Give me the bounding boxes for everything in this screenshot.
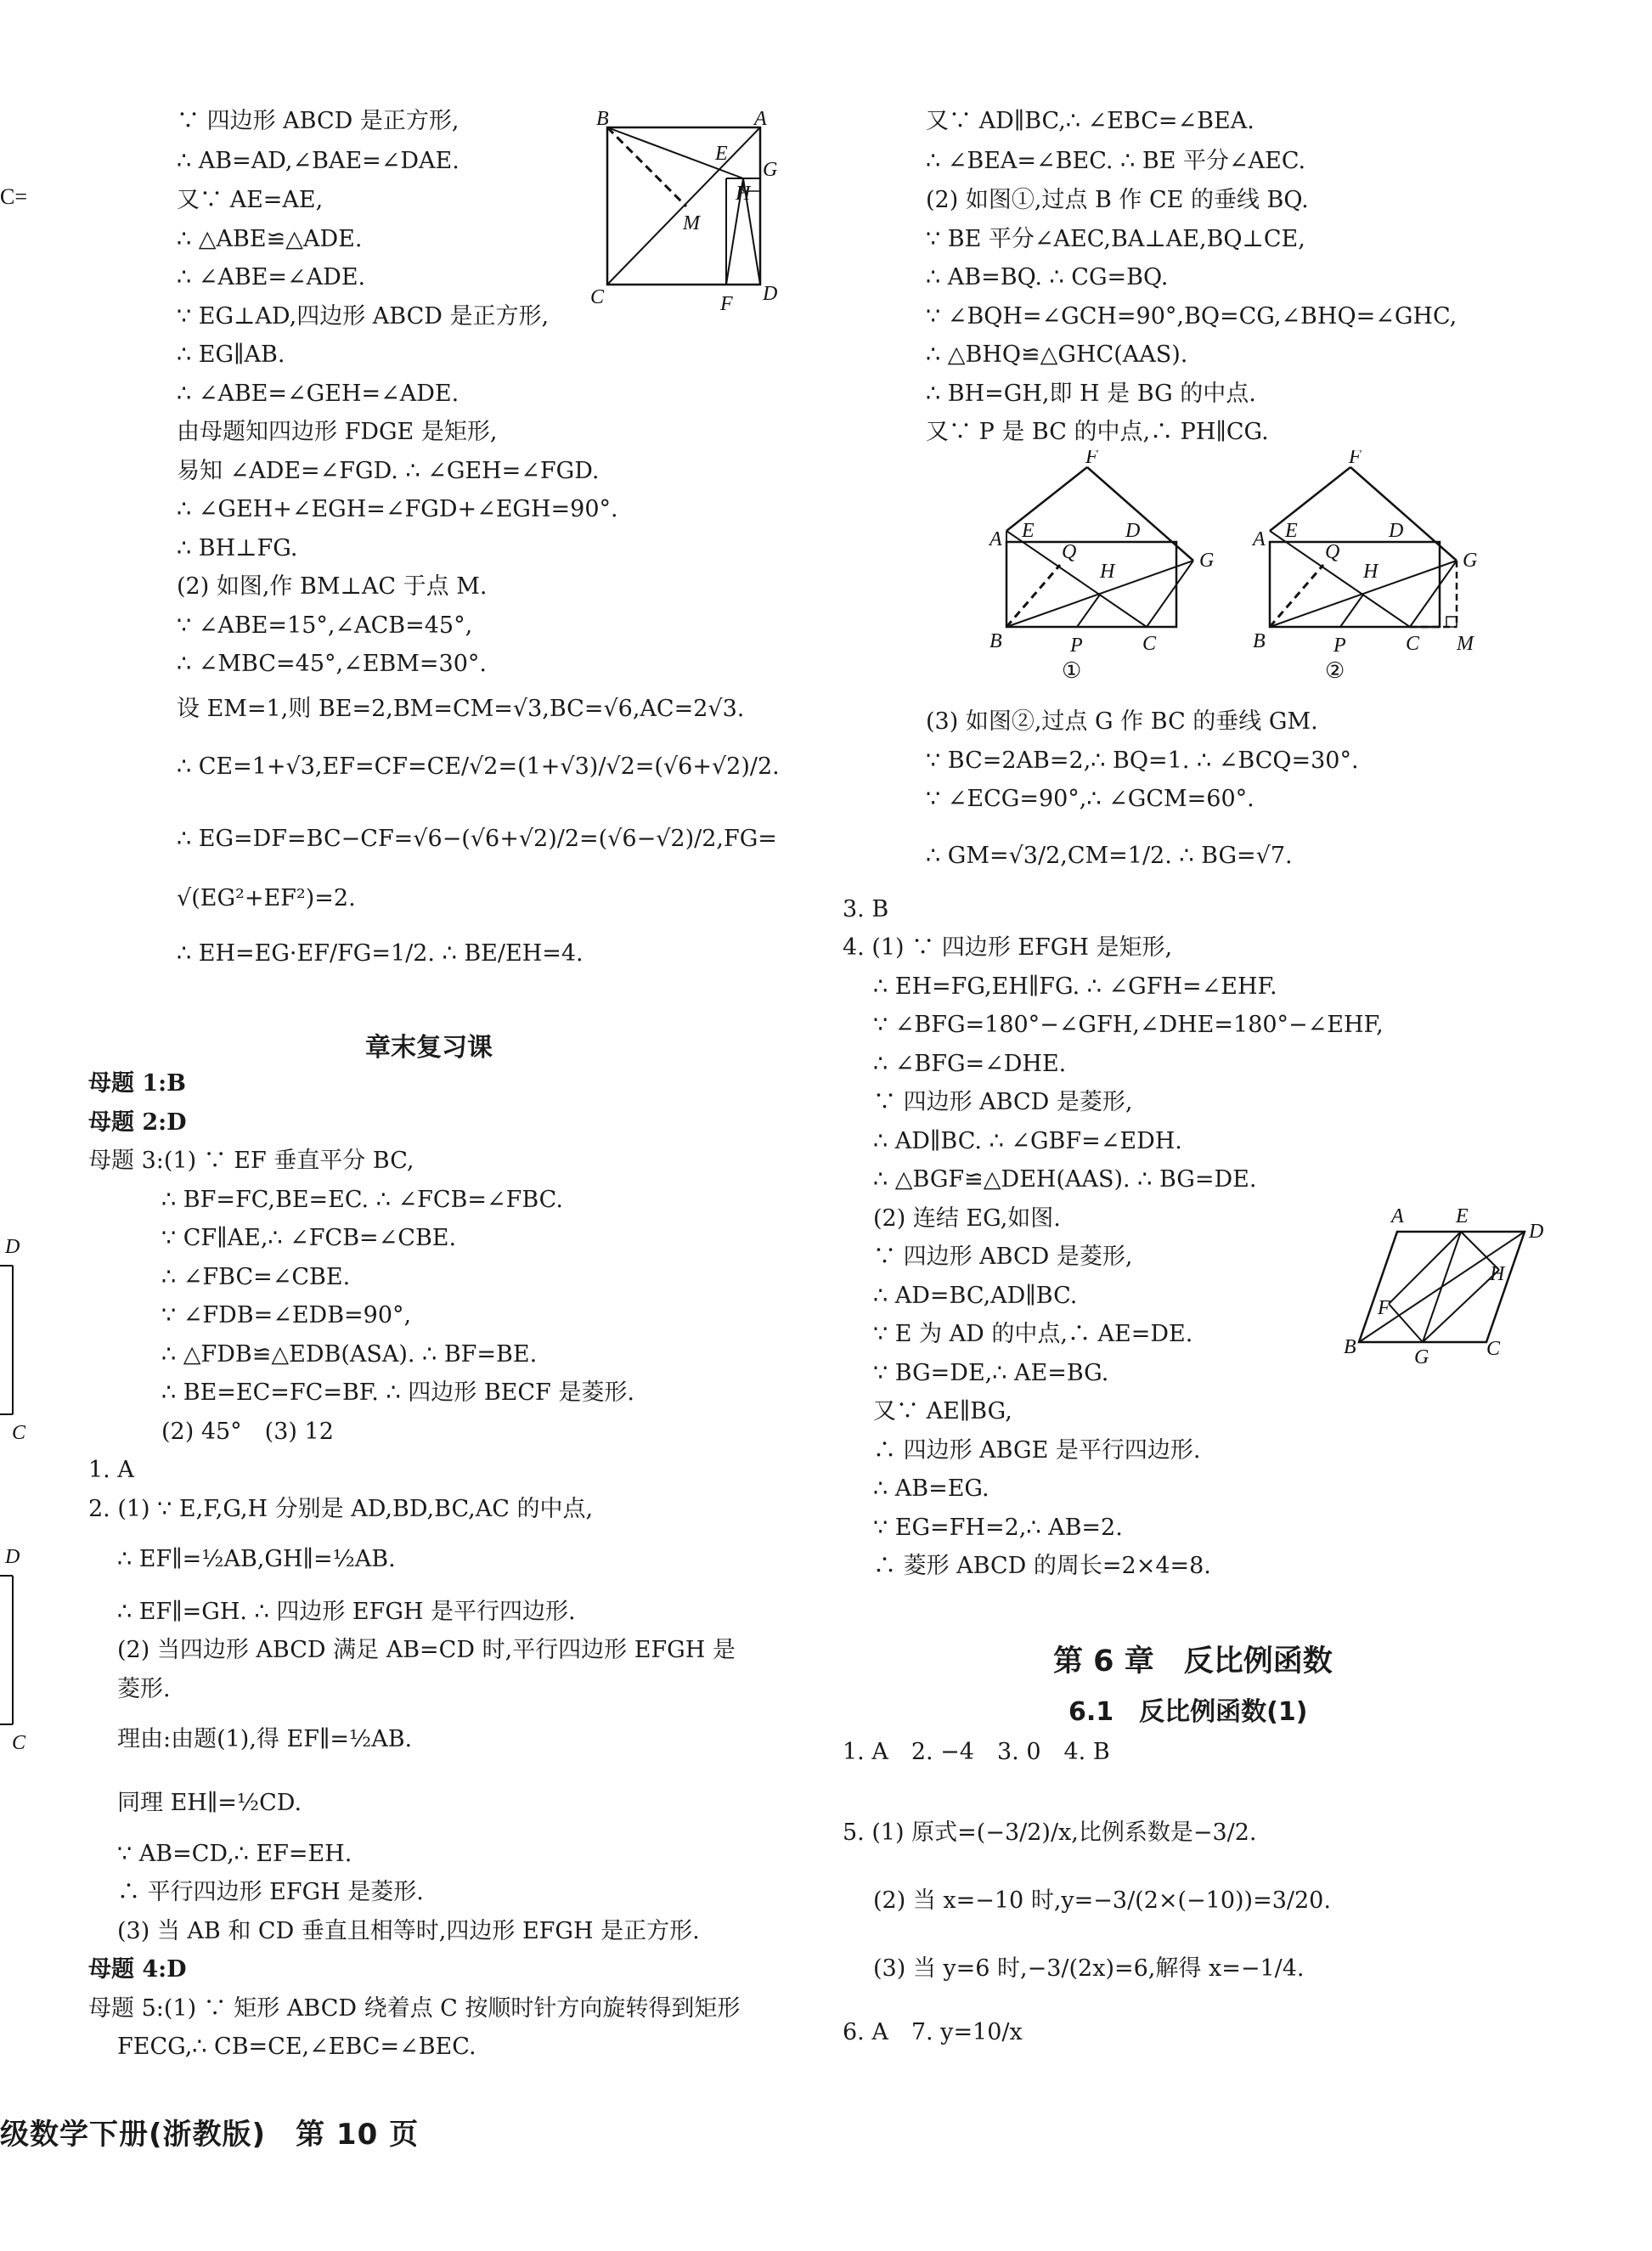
point-label: Q [1325, 541, 1340, 563]
point-label: A [1253, 528, 1266, 550]
point-label: F [720, 293, 733, 314]
point-label: C [590, 286, 605, 308]
figure-caption: ② [1325, 658, 1345, 683]
text-line: ∵ ∠ABE=15°,∠ACB=45°, [177, 612, 473, 639]
text-line: ∴ BF=FC,BE=EC. ∴ ∠FCB=∠FBC. [161, 1187, 563, 1213]
rhombus-figure [1333, 1202, 1554, 1372]
text-line: ∴ EH=FG,EH∥FG. ∴ ∠GFH=∠EHF. [873, 973, 1277, 1000]
text-line: 又∵ AD∥BC,∴ ∠EBC=∠BEA. [926, 108, 1255, 134]
text-line: (2) 如图①,过点 B 作 CE 的垂线 BQ. [926, 187, 1309, 213]
text-line: ∴ EH=EG·EF/FG=1/2. ∴ BE/EH=4. [177, 940, 584, 967]
text-line: ∴ AD∥BC. ∴ ∠GBF=∠EDH. [873, 1128, 1182, 1154]
text-line: 4. (1) ∵ 四边形 EFGH 是矩形, [843, 934, 1173, 961]
text-line: ∴ △ABE≌△ADE. [177, 226, 363, 252]
text-line: ∴ BH⊥FG. [177, 535, 298, 561]
text-line: 1. A 2. −4 3. 0 4. B [843, 1739, 1110, 1765]
point-label: F [1378, 1297, 1390, 1319]
edge-label: C [12, 1732, 26, 1754]
text-line: ∵ EG⊥AD,四边形 ABCD 是正方形, [177, 303, 550, 330]
point-label: M [1457, 633, 1474, 655]
text-line: ∴ AD=BC,AD∥BC. [873, 1283, 1078, 1309]
text-line: ∵ BE 平分∠AEC,BA⊥AE,BQ⊥CE, [926, 226, 1305, 252]
point-label: H [1490, 1263, 1505, 1285]
text-line: 母题 5:(1) ∵ 矩形 ABCD 绕着点 C 按顺时针方向旋转得到矩形 [88, 1995, 741, 2022]
text-line: 由母题知四边形 FDGE 是矩形, [177, 419, 498, 445]
point-label: D [1529, 1221, 1544, 1243]
text-line: (3) 当 AB 和 CD 垂直且相等时,四边形 EFGH 是正方形. [117, 1918, 700, 1944]
text-line: ∵ 四边形 ABCD 是菱形, [873, 1244, 1133, 1270]
text-line: ∴ CE=1+√3,EF=CF=CE/√2=(1+√3)/√2=(√6+√2)/2. [177, 753, 780, 780]
point-label: D [1125, 520, 1141, 542]
edge-label: C [12, 1422, 26, 1444]
point-label: F [1085, 450, 1098, 468]
section-title: 6.1 反比例函数(1) [1068, 1697, 1308, 1727]
text-line: ∴ AB=EG. [873, 1475, 990, 1502]
text-line: (3) 如图②,过点 G 作 BC 的垂线 GM. [926, 708, 1318, 735]
text-line: ∴ GM=√3/2,CM=1/2. ∴ BG=√7. [926, 843, 1293, 869]
point-label: B [1253, 630, 1266, 652]
text-line: ∵ CF∥AE,∴ ∠FCB=∠CBE. [161, 1225, 457, 1251]
text-line: (3) 当 y=6 时,−3/(2x)=6,解得 x=−1/4. [873, 1955, 1305, 1982]
point-label: H [1363, 561, 1379, 583]
text-line: √(EG²+EF²)=2. [177, 885, 356, 911]
point-label: E [1285, 520, 1298, 542]
point-label: B [1344, 1336, 1356, 1358]
text-line: 5. (1) 原式=(−3/2)/x,比例系数是−3/2. [843, 1819, 1257, 1846]
point-label: D [1389, 520, 1404, 542]
text-line: FECG,∴ CB=CE,∠EBC=∠BEC. [117, 2034, 476, 2060]
text-line: ∴ 平行四边形 EFGH 是菱形. [117, 1879, 424, 1905]
text-line: ∵ ∠ECG=90°,∴ ∠GCM=60°. [926, 786, 1255, 812]
point-label: H [1100, 561, 1115, 583]
text-line: 菱形. [117, 1676, 171, 1702]
text-line: ∴ ∠MBC=45°,∠EBM=30°. [177, 651, 487, 677]
point-label: C [1406, 633, 1420, 655]
text-line: ∴ △BHQ≌△GHC(AAS). [926, 341, 1188, 368]
text-line: 又∵ AE=AE, [177, 187, 324, 213]
text-line: 母题 1:B [88, 1070, 186, 1097]
text-line: ∵ AB=CD,∴ EF=EH. [117, 1841, 352, 1867]
text-line: 设 EM=1,则 BE=2,BM=CM=√3,BC=√6,AC=2√3. [177, 696, 745, 722]
text-line: (2) 当 x=−10 时,y=−3/(2×(−10))=3/20. [873, 1887, 1331, 1914]
point-label: F [1349, 450, 1362, 468]
square-figure [578, 106, 798, 314]
text-line: 同理 EH∥=½CD. [117, 1790, 302, 1816]
text-line: 又∵ P 是 BC 的中点,∴ PH∥CG. [926, 419, 1269, 445]
figure-1 [977, 450, 1232, 688]
page-footer: 级数学下册(浙教版) 第 10 页 [0, 2118, 420, 2152]
text-line: 又∵ AE∥BG, [873, 1398, 1012, 1425]
point-label: C [1486, 1338, 1501, 1360]
text-line: ∵ ∠BQH=∠GCH=90°,BQ=CG,∠BHQ=∠GHC, [926, 303, 1457, 330]
text-line: 6. A 7. y=10/x [843, 2019, 1023, 2045]
point-label: M [683, 212, 700, 234]
text-line: (2) 如图,作 BM⊥AC 于点 M. [177, 573, 488, 600]
text-line: 易知 ∠ADE=∠FGD. ∴ ∠GEH=∠FGD. [177, 458, 600, 484]
point-label: A [754, 108, 767, 130]
text-line: ∴ △FDB≌△EDB(ASA). ∴ BF=BE. [161, 1341, 538, 1368]
text-line: ∵ 四边形 ABCD 是菱形, [873, 1089, 1133, 1115]
text-line: ∵ ∠FDB=∠EDB=90°, [161, 1302, 412, 1329]
text-line: ∴ EF∥=½AB,GH∥=½AB. [117, 1546, 396, 1572]
point-label: G [1199, 550, 1215, 572]
point-label: B [990, 630, 1002, 652]
text-line: ∴ 四边形 ABGE 是平行四边形. [873, 1437, 1201, 1464]
text-line: 理由:由题(1),得 EF∥=½AB. [117, 1726, 413, 1752]
figure-2 [1240, 450, 1495, 688]
point-label: H [736, 183, 751, 205]
text-line: 3. B [843, 896, 889, 922]
point-label: E [715, 143, 728, 165]
point-label: P [1333, 635, 1346, 657]
text-line: ∴ AB=BQ. ∴ CG=BQ. [926, 264, 1169, 291]
point-label: E [1022, 520, 1035, 542]
text-line: ∴ ∠BEA=∠BEC. ∴ BE 平分∠AEC. [926, 148, 1306, 174]
point-label: E [1456, 1205, 1469, 1227]
point-label: P [1070, 635, 1083, 657]
text-line: ∴ △BGF≌△DEH(AAS). ∴ BG=DE. [873, 1166, 1257, 1193]
edge-fragment-mid [0, 1232, 34, 1444]
text-line: (2) 当四边形 ABCD 满足 AB=CD 时,平行四边形 EFGH 是 [117, 1637, 736, 1663]
text-line: (2) 45° (3) 12 [161, 1419, 334, 1445]
point-label: A [990, 528, 1002, 550]
text-line: ∴ ∠BFG=∠DHE. [873, 1051, 1067, 1077]
point-label: D [763, 283, 778, 305]
point-label: G [1414, 1346, 1429, 1368]
text-line: ∵ BG=DE,∴ AE=BG. [873, 1360, 1109, 1386]
edge-fragment-low [0, 1542, 34, 1754]
chapter-title: 第 6 章 反比例函数 [1053, 1645, 1333, 1678]
text-line: ∴ AB=AD,∠BAE=∠DAE. [177, 148, 460, 174]
text-line: ∵ ∠BFG=180°−∠GFH,∠DHE=180°−∠EHF, [873, 1012, 1384, 1038]
point-label: Q [1062, 541, 1077, 563]
point-label: G [763, 159, 778, 181]
section-title-review: 章末复习课 [365, 1033, 493, 1063]
text-line: ∵ 四边形 ABCD 是正方形, [177, 108, 460, 134]
text-line: ∴ ∠FBC=∠CBE. [161, 1264, 351, 1290]
text-line: ∵ E 为 AD 的中点,∴ AE=DE. [873, 1321, 1193, 1347]
text-line: ∵ EG=FH=2,∴ AB=2. [873, 1515, 1123, 1541]
edge-label: D [5, 1546, 20, 1568]
text-line: ∴ ∠ABE=∠ADE. [177, 264, 366, 291]
point-label: A [1391, 1205, 1404, 1227]
edge-label: C= [0, 184, 28, 209]
text-line: ∴ ∠ABE=∠GEH=∠ADE. [177, 381, 460, 407]
text-line: (2) 连结 EG,如图. [873, 1205, 1061, 1232]
text-line: 母题 2:D [88, 1109, 187, 1136]
text-line: ∴ BE=EC=FC=BF. ∴ 四边形 BECF 是菱形. [161, 1379, 634, 1406]
edge-fragment-top [0, 178, 34, 229]
text-line: ∴ BH=GH,即 H 是 BG 的中点. [926, 381, 1256, 407]
point-label: G [1463, 550, 1478, 572]
text-line: ∴ EG∥AB. [177, 341, 285, 368]
text-line: ∵ BC=2AB=2,∴ BQ=1. ∴ ∠BCQ=30°. [926, 748, 1359, 774]
text-line: 2. (1) ∵ E,F,G,H 分别是 AD,BD,BC,AC 的中点, [88, 1496, 594, 1522]
text-line: 母题 4:D [88, 1956, 187, 1983]
point-label: B [596, 108, 609, 130]
edge-label: D [5, 1236, 20, 1258]
text-line: 母题 3:(1) ∵ EF 垂直平分 BC, [88, 1148, 414, 1174]
text-line: 1. A [88, 1457, 134, 1483]
text-line: ∴ ∠GEH+∠EGH=∠FGD+∠EGH=90°. [177, 496, 618, 522]
text-line: ∴ 菱形 ABCD 的周长=2×4=8. [873, 1553, 1211, 1579]
point-label: C [1142, 633, 1157, 655]
figure-caption: ① [1062, 658, 1082, 683]
text-line: ∴ EG=DF=BC−CF=√6−(√6+√2)/2=(√6−√2)/2,FG= [177, 826, 777, 852]
text-line: ∴ EF∥=GH. ∴ 四边形 EFGH 是平行四边形. [117, 1599, 576, 1625]
